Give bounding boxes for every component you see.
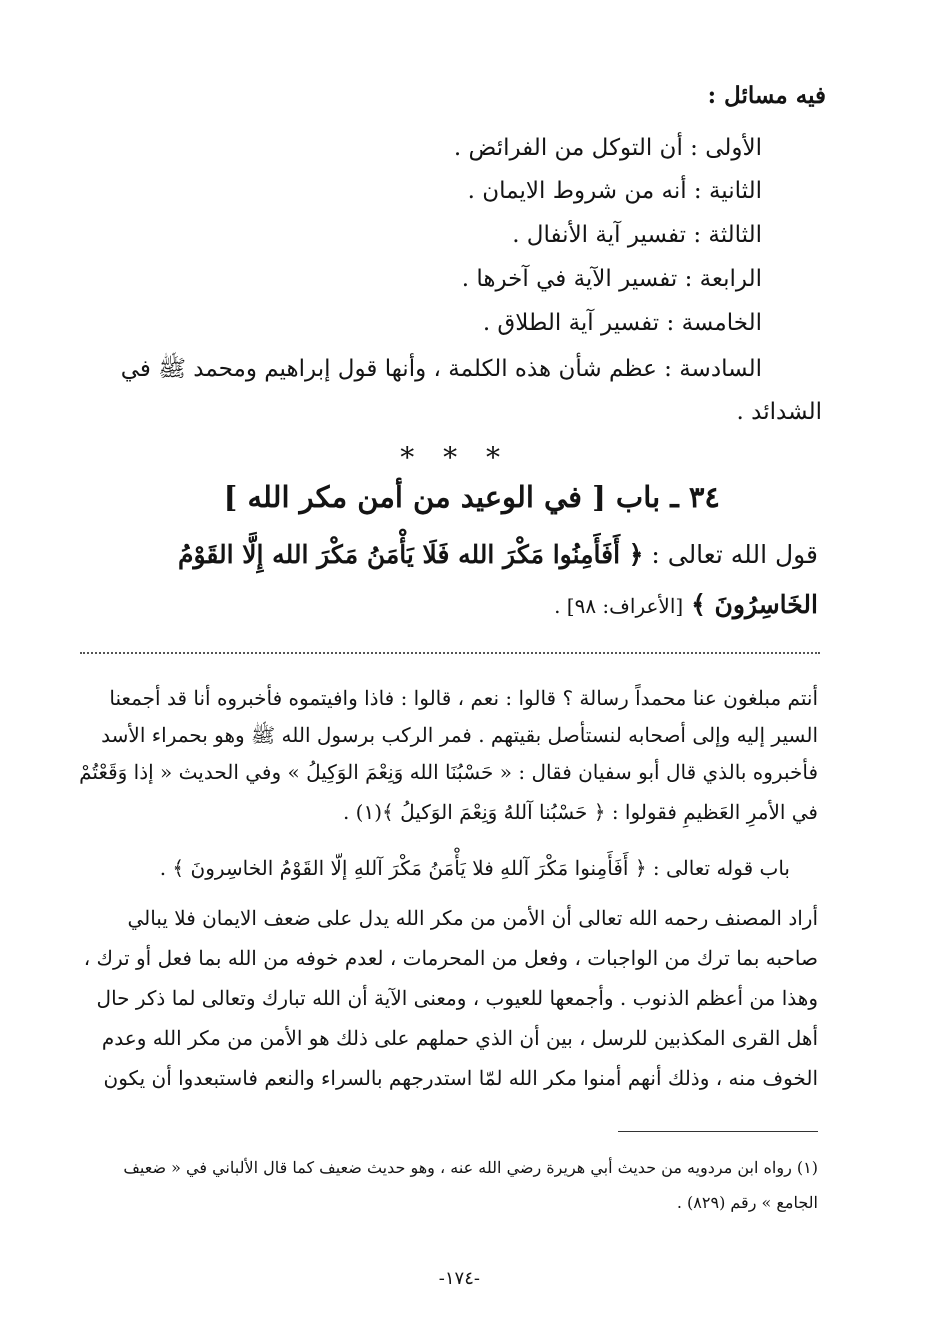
issue-item-6-cont: الشدائد . xyxy=(736,399,822,425)
quote-intro: قول الله تعالى : xyxy=(651,540,818,569)
commentary-line-1: أنتم مبلغون عنا محمداً رسالة ؟ قالوا : نعم ، قالوا : فاذا وافيتموه فأخبروه أنا قد أجمعنا xyxy=(109,686,818,710)
commentary-line-10: الخوف منه ، وذلك أنهم أمنوا مكر الله لمّا استدرجهم بالسراء والنعم فاستبعدوا أن يكون xyxy=(103,1066,818,1090)
issue-item-3: الثالثة : تفسير آية الأنفال . xyxy=(512,222,762,248)
quote-reference: [الأعراف: ٩٨] . xyxy=(554,594,684,618)
dotted-divider xyxy=(80,652,820,654)
footnote-line-1: (١) رواه ابن مردويه من حديث أبي هريرة رضي الله عنه ، وهو حديث ضعيف كما قال الألباني في « ضعيف xyxy=(123,1158,818,1177)
footnote-line-2: الجامع » رقم (٨٢٩) . xyxy=(676,1193,818,1212)
quote-line-2 xyxy=(554,590,818,619)
quote-verse-1: ﴿ أَفَأَمِنُوا مَكْرَ الله فَلَا يَأْمَنُ مَكْرَ الله إِلَّا القَوْمُ xyxy=(177,540,644,569)
commentary-line-7: صاحبه بما ترك من الواجبات ، وفعل من المحرمات ، لعدم خوفه من الله بما فعل أو ترك ، xyxy=(83,946,818,970)
footnote-separator xyxy=(618,1131,818,1132)
commentary-line-5: باب قوله تعالى : ﴿ أَفَأَمِنوا مَكْرَ آللهِ فلا يَأْمَنُ مَكْرَ آللهِ إلّا القَوْمُ الخاسِرونَ ﴾ . xyxy=(159,856,790,880)
quote-verse-2: الخَاسِرُونَ ﴾ xyxy=(691,590,818,619)
issue-item-5: الخامسة : تفسير آية الطلاق . xyxy=(482,310,762,336)
chapter-title: ٣٤ ـ باب [ في الوعيد من أمن مكر الله ] xyxy=(223,480,720,514)
commentary-line-9: أهل القرى المكذبين للرسل ، بين أن الذي حملهم على ذلك هو الأمن من مكر الله وعدم xyxy=(101,1026,818,1050)
commentary-line-4: في الأمرِ العَظيمِ فقولوا : ﴿ حَسْبُنا آللهُ وَنِعْمَ الوَكيلُ ﴾(١) . xyxy=(342,800,818,824)
issues-heading: فيه مسائل : xyxy=(707,82,826,109)
issue-item-2: الثانية : أنه من شروط الايمان . xyxy=(467,178,762,204)
commentary-line-6: أراد المصنف رحمه الله تعالى أن الأمن من مكر الله يدل على ضعف الايمان فلا يبالي xyxy=(127,906,818,930)
commentary-line-8: وهذا من أعظم الذنوب . وأجمعها للعيوب ، ومعنى الآية أن الله تبارك وتعالى لما ذكر حال xyxy=(96,986,818,1010)
quote-line-1 xyxy=(178,540,818,569)
page-number: -١٧٤- xyxy=(438,1268,480,1289)
commentary-line-2: السير إليه وإلى أصحابه لنستأصل بقيتهم . فمر الركب برسول الله ﷺ وهو بحمراء الأسد xyxy=(101,723,818,747)
commentary-line-3: فأخبروه بالذي قال أبو سفيان فقال : « حَسْبُنَا الله وَنِعْمَ الوَكِيلُ » وفي الحديث « إذا وَقَعْتُمْ xyxy=(79,760,818,784)
separator-stars: * * * xyxy=(400,441,510,474)
issue-item-6: السادسة : عظم شأن هذه الكلمة ، وأنها قول إبراهيم ومحمد ﷺ في xyxy=(120,356,762,382)
issue-item-4: الرابعة : تفسير الآية في آخرها . xyxy=(461,266,762,292)
issue-item-1: الأولى : أن التوكل من الفرائض . xyxy=(453,135,762,161)
